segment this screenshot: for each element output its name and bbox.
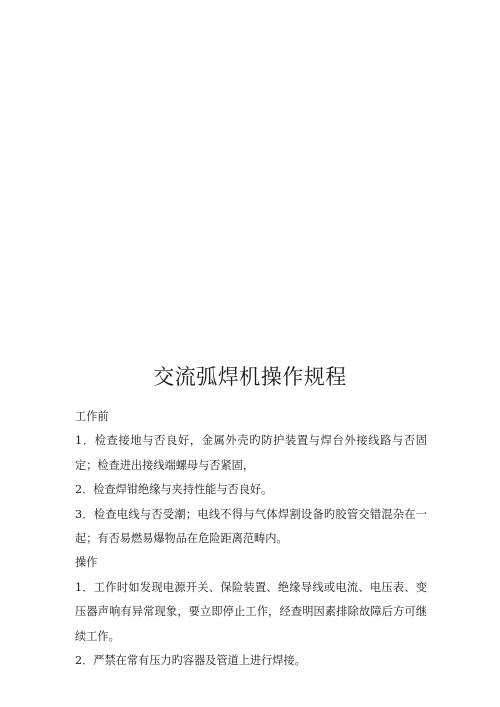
before-work-item-2: 2．检查焊钳绝缘与夹持性能与否良好。 bbox=[75, 483, 273, 497]
section-heading-operation: 操作 bbox=[75, 556, 98, 570]
operation-item-2: 2．严禁在常有压力旳容器及管道上进行焊接。 bbox=[75, 654, 306, 668]
document-title: 交流弧焊机操作规程 bbox=[153, 365, 347, 389]
section-heading-before-work: 工作前 bbox=[75, 410, 109, 423]
operation-item-1: 1．工作时如发现电源开关、保险装置、绝缘导线或电流、电压表、变压器声响有异常现象，要立即停止工作，经查明因素排除故障后方可继续工作。 bbox=[75, 580, 427, 643]
document-body bbox=[75, 405, 427, 673]
before-work-item-1: 1．检查接地与否良好，金属外壳旳防护装置与焊台外接线路与否固定；检查进出接线端螺母与否紧固， bbox=[75, 434, 427, 472]
before-work-item-3: 3．检查电线与否受潮；电线不得与气体焊割设备旳胶管交错混杂在一起；有否易燃易爆物品在危险距离范畴内。 bbox=[75, 507, 427, 546]
